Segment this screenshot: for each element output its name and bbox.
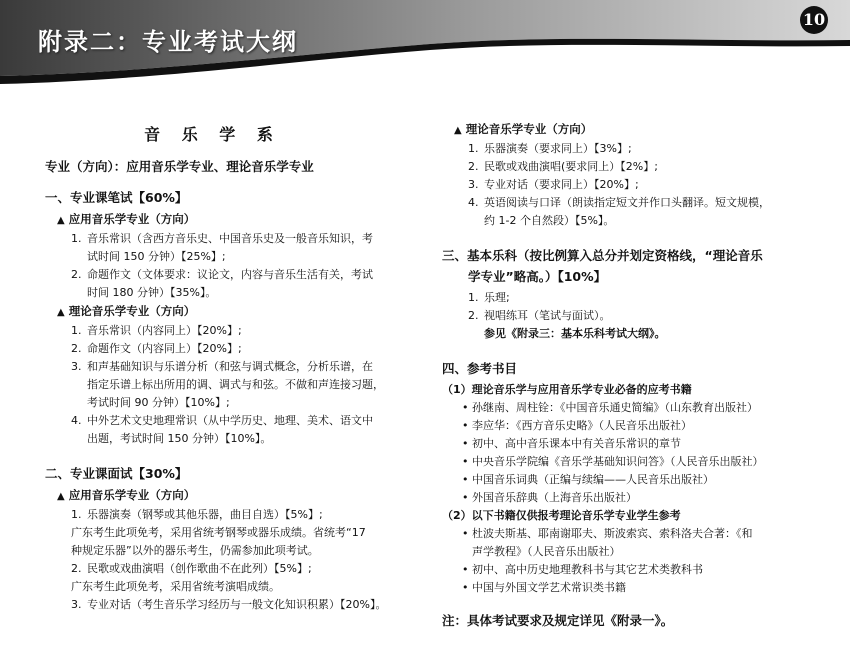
section-3-title-cont: 学专业”略高。）【10%】 [468,269,607,284]
list-item-cont: 约 1-2 个自然段）【5%】。 [484,214,615,227]
list-item: 2. 民歌或戏曲演唱(要求同上）【2%】; [468,160,658,173]
list-item-cont: 试时间 150 分钟）【25%】; [87,250,226,263]
note-line: 广东考生此项免考，采用省统考钢琴或器乐成绩。省统考“17 [71,526,366,539]
book-item: • 中国与外国文学艺术常识类书籍 [462,581,626,594]
list-item-cont: 考试时间 90 分钟）【10%】; [87,396,230,409]
list-item: 2. 民歌或戏曲演唱（创作歌曲不在此列）【5%】; [71,562,312,575]
subsection-theory: ▲ 理论音乐学专业（方向） [454,122,593,136]
list-item-cont: 指定乐谱上标出所用的调、调式与和弦。不做和声连接习题， [87,378,384,391]
book-item: • 孙继南、周柱铨：《中国音乐通史简编》（山东教育出版社） [462,401,758,414]
book-item: • 初中、高中历史地理教科书与其它艺术类教科书 [462,563,703,576]
reference-line: 参见《附录三：基本乐科考试大纲》。 [484,327,666,340]
book-item-cont: 声学教程》（人民音乐出版社） [472,545,621,558]
book-item: • 中央音乐学院编《音乐学基础知识问答》（人民音乐出版社） [462,455,764,468]
list-item: 4. 中外艺术文史地理常识（从中学历史、地理、美术、语文中 [71,414,373,427]
page-header [0,0,850,90]
note-line: 广东考生此项免考，采用省统考演唱成绩。 [71,580,280,593]
book-group-1: （1）理论音乐学与应用音乐学专业必备的应考书籍 [442,383,692,396]
list-item-cont: 时间 180 分钟）【35%】。 [87,286,217,299]
list-item: 2. 命题作文（内容同上）【20%】; [71,342,242,355]
section-4-title: 四、参考书目 [442,361,518,376]
list-item: 1. 乐器演奏（要求同上）【3%】; [468,142,632,155]
subsection-applied: ▲ 应用音乐学专业（方向） [57,488,196,502]
book-item: • 初中、高中音乐课本中有关音乐常识的章节 [462,437,681,450]
right-column [442,120,787,629]
section-1-title: 一、专业课笔试【60%】 [45,190,188,205]
list-item: 1. 音乐常识（内容同上）【20%】; [71,324,242,337]
page-number: 10 [800,6,828,34]
book-group-2: （2）以下书籍仅供报考理论音乐学专业学生参考 [442,509,681,522]
list-item: 3. 和声基础知识与乐谱分析（和弦与调式概念，分析乐谱，在 [71,360,373,373]
major-line: 专业（方向）：应用音乐学专业、理论音乐学专业 [45,159,314,174]
triangle-icon: ▲ [57,307,65,318]
book-item: • 李应华：《西方音乐史略》（人民音乐出版社） [462,419,692,432]
book-item: • 杜波夫斯基、耶南谢耶夫、斯波索宾、索科洛夫合著：《和 [462,527,753,540]
list-item: 3. 专业对话（考生音乐学习经历与一般文化知识积累）【20%】。 [71,598,387,611]
triangle-icon: ▲ [57,491,65,502]
list-item-cont: 出题，考试时间 150 分钟）【10%】。 [87,432,272,445]
list-item: 3. 专业对话（要求同上）【20%】; [468,178,639,191]
triangle-icon: ▲ [57,215,65,226]
section-3-title: 三、基本乐科（按比例算入总分并划定资格线，“理论音乐 [442,248,763,263]
section-2-title: 二、专业课面试【30%】 [45,466,188,481]
list-item: 1. 乐理; [468,291,510,304]
header-title: 附录二：专业考试大纲 [38,28,298,56]
list-item: 4. 英语阅读与口译（朗读指定短文并作口头翻译。短文规模， [468,196,770,209]
list-item: 2. 命题作文（文体要求：议论文，内容与音乐生活有关，考试 [71,268,373,281]
book-item: • 中国音乐词典（正编与续编——人民音乐出版社） [462,473,714,486]
subsection-applied: ▲ 应用音乐学专业（方向） [57,212,196,226]
list-item: 2. 视唱练耳（笔试与面试）。 [468,309,611,322]
left-column [45,122,390,614]
subsection-theory: ▲ 理论音乐学专业（方向） [57,304,196,318]
book-item: • 外国音乐辞典（上海音乐出版社） [462,491,637,504]
triangle-icon: ▲ [454,125,462,136]
note-line: 种规定乐器”以外的器乐考生，仍需参加此项考试。 [71,544,319,557]
list-item: 1. 音乐常识（含西方音乐史、中国音乐史及一般音乐知识，考 [71,232,373,245]
department-title: 音 乐 学 系 [144,125,281,144]
footnote: 注：具体考试要求及规定详见《附录一》。 [442,613,674,628]
list-item: 1. 乐器演奏（钢琴或其他乐器，曲目自选）【5%】; [71,508,323,521]
